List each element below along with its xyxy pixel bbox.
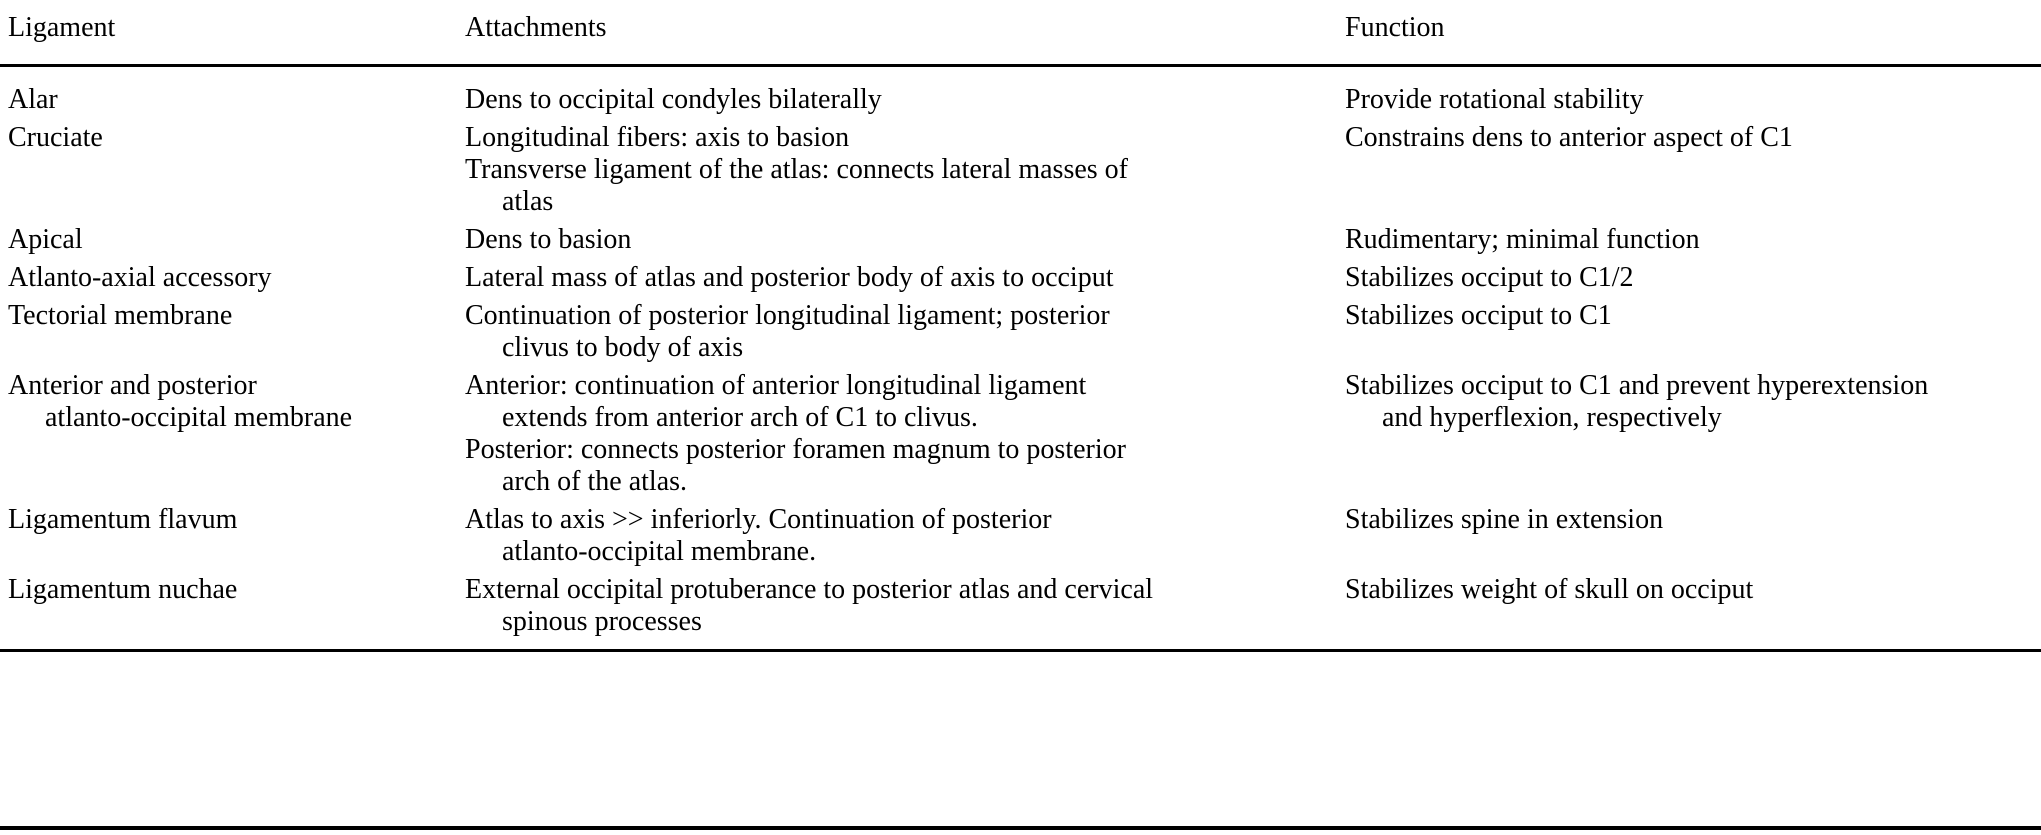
cell-ligament: [8, 224, 465, 256]
column-header-attachments: Attachments: [465, 12, 607, 43]
cell-line: Dens to basion: [465, 224, 632, 255]
cell-function: [1345, 224, 2041, 256]
cell-line: atlas: [502, 186, 554, 217]
cell-function: [1345, 300, 2041, 364]
table-row: [0, 259, 2041, 297]
cell-attachments: [465, 504, 1345, 568]
cell-function: [1345, 370, 2041, 498]
cell-ligament: [8, 122, 465, 218]
cell-ligament: [8, 504, 465, 568]
table-row: [0, 571, 2041, 641]
table-row: [0, 119, 2041, 221]
cell-line: atlanto-occipital membrane: [45, 402, 353, 433]
cell-ligament: [8, 370, 465, 498]
cell-line: clivus to body of axis: [502, 332, 744, 363]
cell-attachments: [465, 224, 1345, 256]
cell-attachments: [465, 370, 1345, 498]
cell-ligament: [8, 84, 465, 116]
cell-line: Alar: [8, 84, 58, 115]
cell-line: Provide rotational stability: [1345, 84, 1644, 115]
cell-line: Atlanto-axial accessory: [8, 262, 272, 293]
table-bottom-rule: [0, 649, 2041, 652]
cell-line: Tectorial membrane: [8, 300, 233, 331]
cell-line: Atlas to axis >> inferiorly. Continuation of posterior: [465, 504, 1052, 535]
cell-attachments: [465, 122, 1345, 218]
cell-line: Apical: [8, 224, 83, 255]
cell-line: Transverse ligament of the atlas: connects lateral masses of: [465, 154, 1128, 185]
cell-line: Cruciate: [8, 122, 103, 153]
table-body: [0, 67, 2041, 641]
cell-ligament: [8, 262, 465, 294]
cell-line: and hyperflexion, respectively: [1382, 402, 1722, 433]
cell-function: [1345, 84, 2041, 116]
column-header-function: Function: [1345, 12, 1445, 43]
cell-ligament: [8, 300, 465, 364]
cell-line: Stabilizes occiput to C1: [1345, 300, 1612, 331]
cell-attachments: [465, 574, 1345, 638]
cell-line: Ligamentum nuchae: [8, 574, 238, 605]
cell-line: atlanto-occipital membrane.: [502, 536, 817, 567]
table-row: [0, 67, 2041, 119]
cell-attachments: [465, 300, 1345, 364]
page-bottom-rule: [0, 826, 2041, 830]
cell-ligament: [8, 574, 465, 638]
cell-line: Rudimentary; minimal function: [1345, 224, 1700, 255]
table-header-row: [0, 0, 2041, 64]
cell-line: External occipital protuberance to posterior atlas and cervical: [465, 574, 1154, 605]
column-header-ligament: Ligament: [8, 12, 116, 43]
cell-line: Stabilizes occiput to C1/2: [1345, 262, 1634, 293]
cell-function: [1345, 504, 2041, 568]
cell-attachments: [465, 262, 1345, 294]
cell-line: arch of the atlas.: [502, 466, 688, 497]
cell-line: Stabilizes spine in extension: [1345, 504, 1664, 535]
cell-line: Lateral mass of atlas and posterior body of axis to occiput: [465, 262, 1114, 293]
cell-line: Longitudinal fibers: axis to basion: [465, 122, 850, 153]
cell-line: spinous processes: [502, 606, 702, 637]
table-row: [0, 221, 2041, 259]
cell-line: Anterior and posterior: [8, 370, 257, 401]
table-row: [0, 297, 2041, 367]
cell-function: [1345, 122, 2041, 218]
table-row: [0, 367, 2041, 501]
table-row: [0, 501, 2041, 571]
cell-line: Stabilizes weight of skull on occiput: [1345, 574, 1754, 605]
cell-line: Ligamentum flavum: [8, 504, 238, 535]
cell-line: Dens to occipital condyles bilaterally: [465, 84, 882, 115]
cell-line: Constrains dens to anterior aspect of C1: [1345, 122, 1793, 153]
cell-line: Posterior: connects posterior foramen magnum to posterior: [465, 434, 1126, 465]
cell-line: Stabilizes occiput to C1 and prevent hyperextension: [1345, 370, 1929, 401]
cell-attachments: [465, 84, 1345, 116]
cell-line: Continuation of posterior longitudinal ligament; posterior: [465, 300, 1110, 331]
cell-line: Anterior: continuation of anterior longitudinal ligament: [465, 370, 1087, 401]
cell-line: extends from anterior arch of C1 to clivus.: [502, 402, 978, 433]
cell-function: [1345, 262, 2041, 294]
cell-function: [1345, 574, 2041, 638]
